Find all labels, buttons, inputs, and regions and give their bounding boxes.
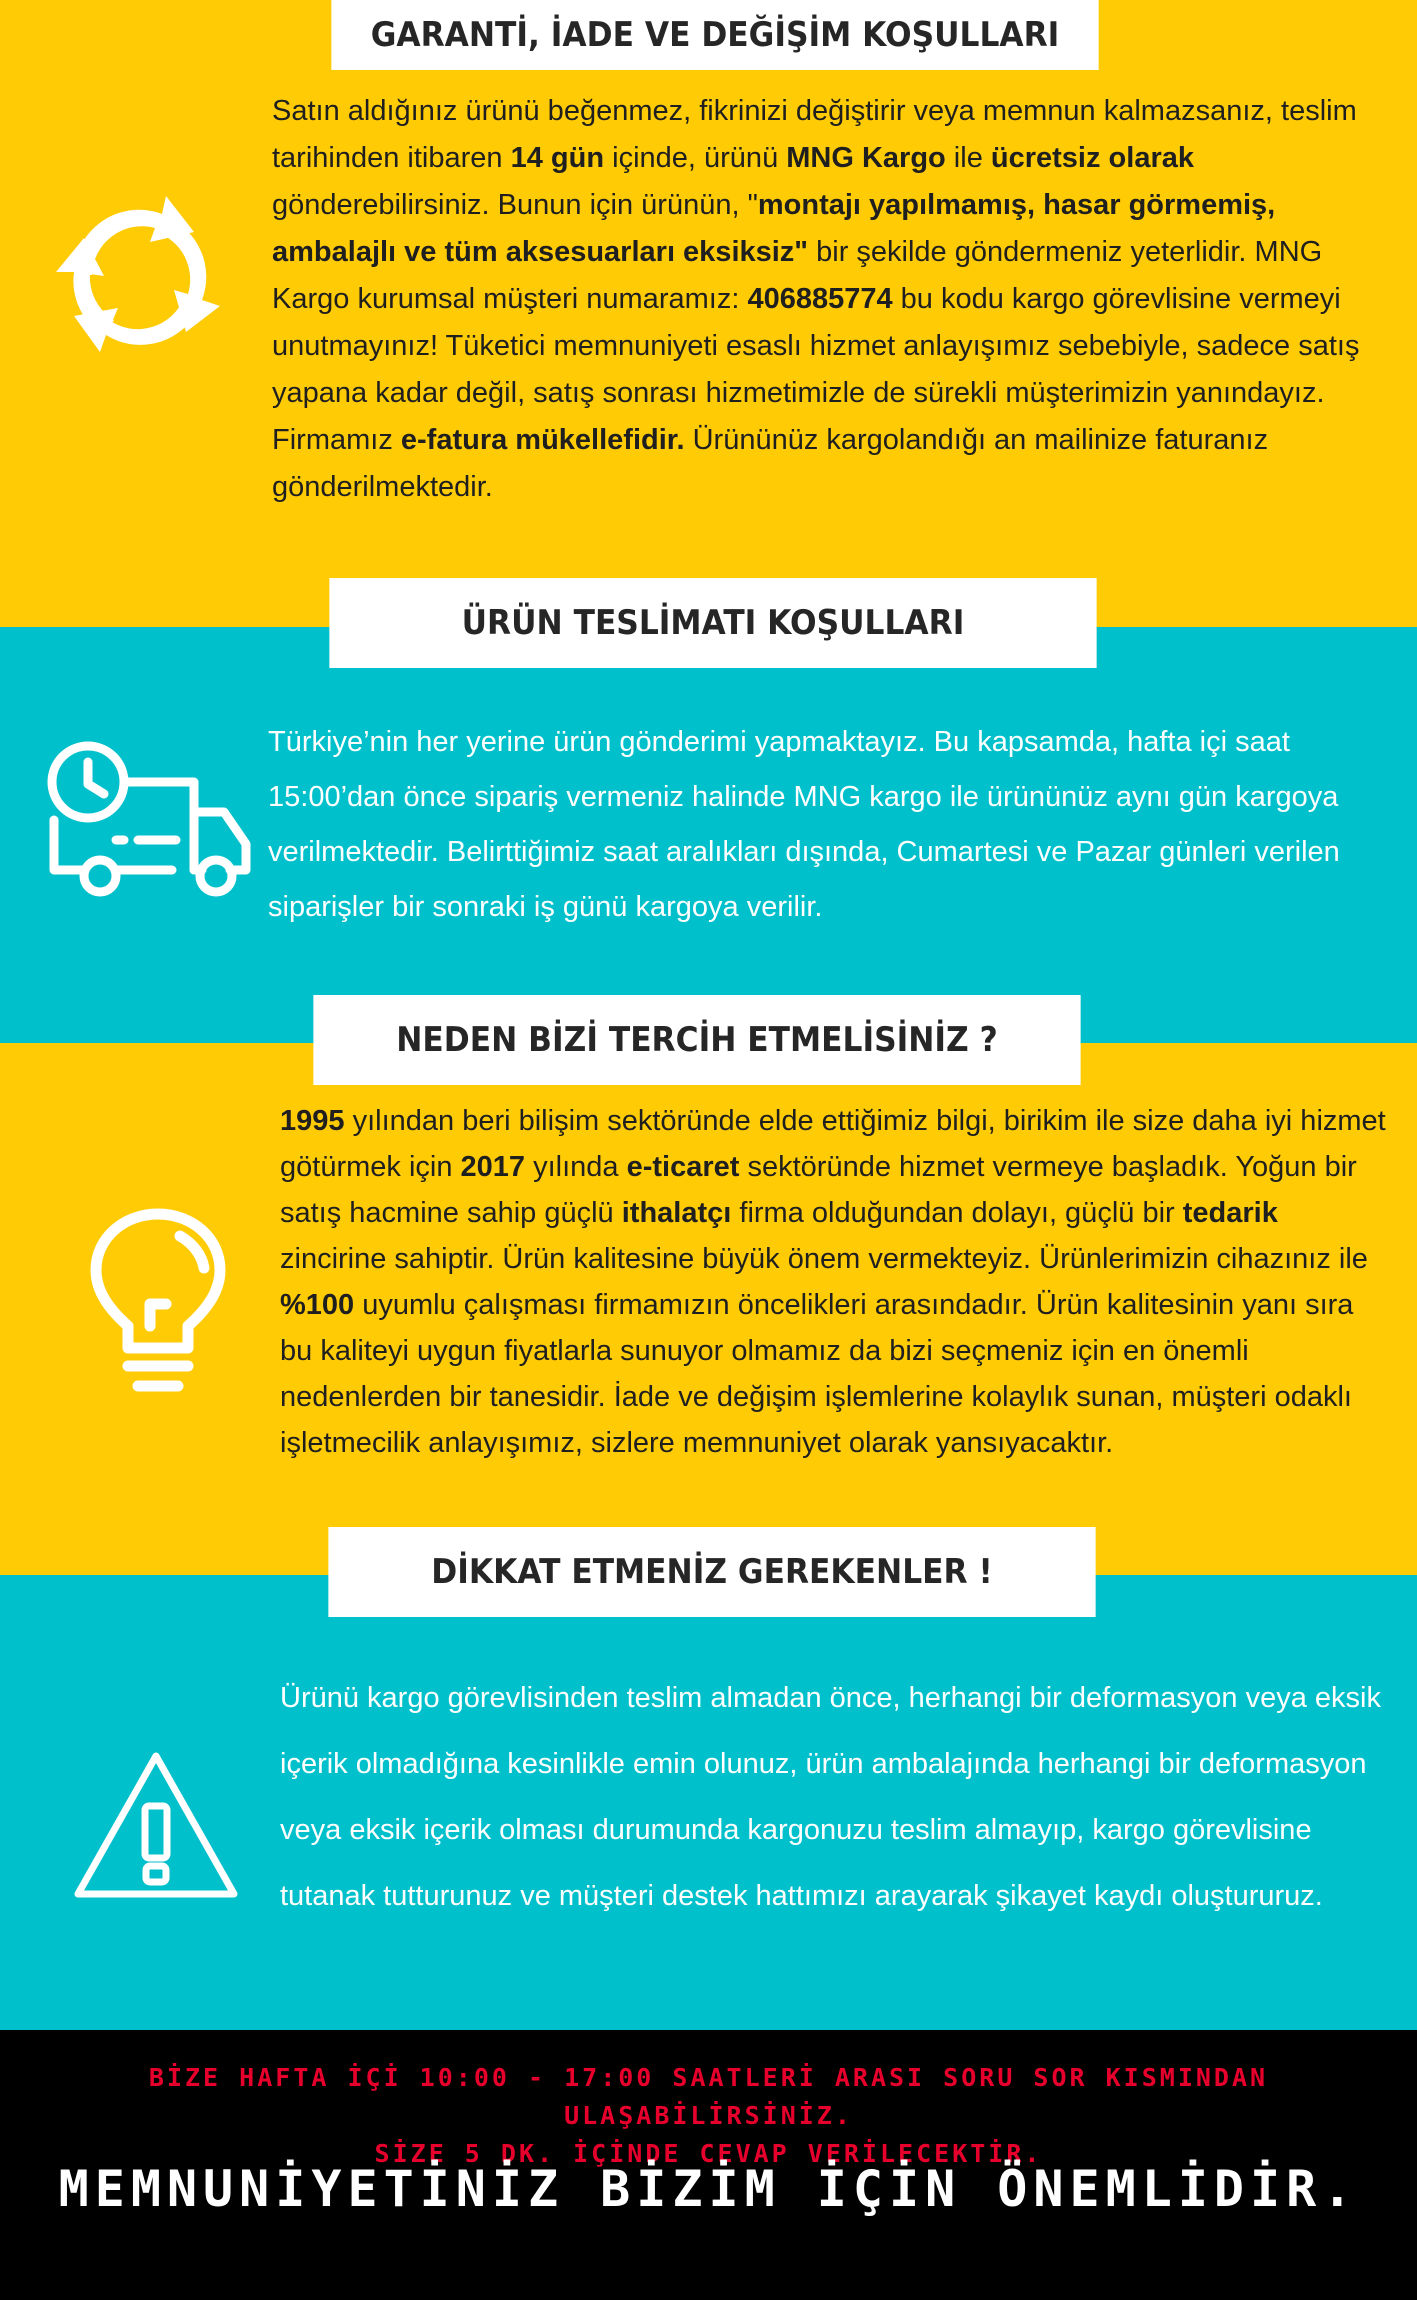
- text-run: yılından beri bilişim sektöründe elde ettiğimiz bilgi, birikim ile size daha iyi hizmet götürmek için: [280, 1105, 1386, 1183]
- text-run: zincirine sahiptir. Ürün kalitesine büyük önem vermekteyiz. Ürünlerimizin cihazınız ile: [280, 1243, 1368, 1275]
- light-bulb-icon: [88, 1208, 228, 1398]
- text-run: içinde, ürünü: [604, 142, 787, 174]
- text-run: uyumlu çalışması firmamızın öncelikleri arasındadır. Ürün kalitesinin yanı sıra bu kaliteyi uygun fiyatlarla sunuyor olmamız da bizi seçmeniz için en önemli nedenlerden bir tanesidir. İade ve değişim işlemlerine kolaylık sunan, müşteri odaklı işletmecilik anlayışımız, sizlere memnuniyet olarak yansıyacaktır.: [280, 1289, 1354, 1459]
- section3-paragraph: [280, 1098, 1390, 1466]
- footer-tagline: [0, 2160, 1417, 2218]
- text-run: yılında: [525, 1151, 627, 1183]
- section3-title: [313, 995, 1080, 1085]
- text-run: firma olduğundan dolayı, güçlü bir: [731, 1197, 1183, 1229]
- section1-title: [331, 0, 1098, 70]
- text-run: gönderebilirsiniz. Bunun için ürünün, ": [272, 189, 758, 221]
- section2-title-text: ÜRÜN TESLİMATI KOŞULLARI: [461, 603, 965, 643]
- section3-title-text: NEDEN BİZİ TERCİH ETMELİSİNİZ ?: [396, 1020, 998, 1060]
- bold-run: montajı yapılmamış, hasar görmemiş, ambalajlı ve tüm aksesuarları eksiksiz": [272, 189, 1276, 268]
- bold-run: ithalatçı: [621, 1197, 732, 1229]
- bold-run: e-ticaret: [626, 1151, 740, 1183]
- section4-title-text: DİKKAT ETMENİZ GEREKENLER !: [431, 1552, 993, 1592]
- warning-triangle-icon: [72, 1750, 240, 1900]
- text-run: sektöründe hizmet vermeye başladık. Yoğun bir satış hacmine sahip güçlü: [280, 1151, 1357, 1229]
- section4-title: [328, 1527, 1095, 1617]
- bold-run: tedarik: [1182, 1197, 1278, 1229]
- text-run: bu kodu kargo görevlisine vermeyi unutmayınız! Tüketici memnuniyeti esaslı hizmet anlayışımız sebebiyle, sadece satış yapana kadar değil, satış sonrası hizmetimizle de sürekli müşterimizin yanındayız. Firmamız: [272, 283, 1360, 456]
- recycle-arrows-icon: [44, 180, 234, 370]
- bold-run: e-fatura mükellefidir.: [400, 424, 685, 456]
- bold-run: 14 gün: [510, 142, 605, 174]
- bold-run: ücretsiz olarak: [990, 142, 1194, 174]
- text-run: Satın aldığınız ürünü beğenmez, fikrinizi değiştirir veya memnun kalmazsanız, teslim tarihinden itibaren: [272, 95, 1357, 174]
- delivery-truck-clock-icon: [44, 740, 254, 900]
- bold-run: MNG Kargo: [786, 142, 946, 174]
- text-run: Ürününüz kargolandığı an mailinize faturanız gönderilmektedir.: [272, 424, 1269, 503]
- bold-run: %100: [280, 1289, 355, 1321]
- footer-contact-line1: BİZE HAFTA İÇİ 10:00 - 17:00 SAATLERİ ARASI SORU SOR KISMINDAN ULAŞABİLİRSİNİZ.: [148, 2063, 1269, 2130]
- text-run: bir şekilde göndermeniz yeterlidir. MNG Kargo kurumsal müşteri numaramız:: [272, 236, 1323, 315]
- section1-paragraph: [272, 88, 1377, 511]
- section1-title-text: GARANTİ, İADE VE DEĞİŞİM KOŞULLARI: [370, 15, 1060, 55]
- section2-paragraph: [268, 715, 1378, 935]
- bold-run: 1995: [280, 1105, 345, 1137]
- section2-title: [329, 578, 1096, 668]
- bold-run: 406885774: [747, 283, 893, 315]
- bold-run: 2017: [460, 1151, 526, 1183]
- section4-paragraph: [280, 1665, 1390, 1929]
- text-run: ile: [945, 142, 991, 174]
- text-run: Ürünü kargo görevlisinden teslim almadan önce, herhangi bir deformasyon veya eksik içerik olmadığına kesinlikle emin olunuz, ürün ambalajında herhangi bir deformasyon veya eksik içerik olması durumunda kargonuzu teslim almayıp, kargo görevlisine tutanak tutturunuz ve müşteri destek hattımızı arayarak şikayet kaydı oluştururuz.: [280, 1682, 1381, 1912]
- footer-contact-hours: [0, 2059, 1417, 2173]
- footer-contact-line2: SİZE 5 DK. İÇİNDE CEVAP VERİLECEKTİR.: [374, 2139, 1043, 2168]
- footer-tagline-text: MEMNUNİYETİNİZ BİZİM İÇİN ÖNEMLİDİR.: [58, 2160, 1359, 2218]
- text-run: Türkiye’nin her yerine ürün gönderimi yapmaktayız. Bu kapsamda, hafta içi saat 15:00’dan önce sipariş vermeniz halinde MNG kargo ile ürününüz aynı gün kargoya verilmektedir. Belirttiğimiz saat aralıkları dışında, Cumartesi ve Pazar günleri verilen siparişler bir sonraki iş günü kargoya verilir.: [268, 726, 1340, 923]
